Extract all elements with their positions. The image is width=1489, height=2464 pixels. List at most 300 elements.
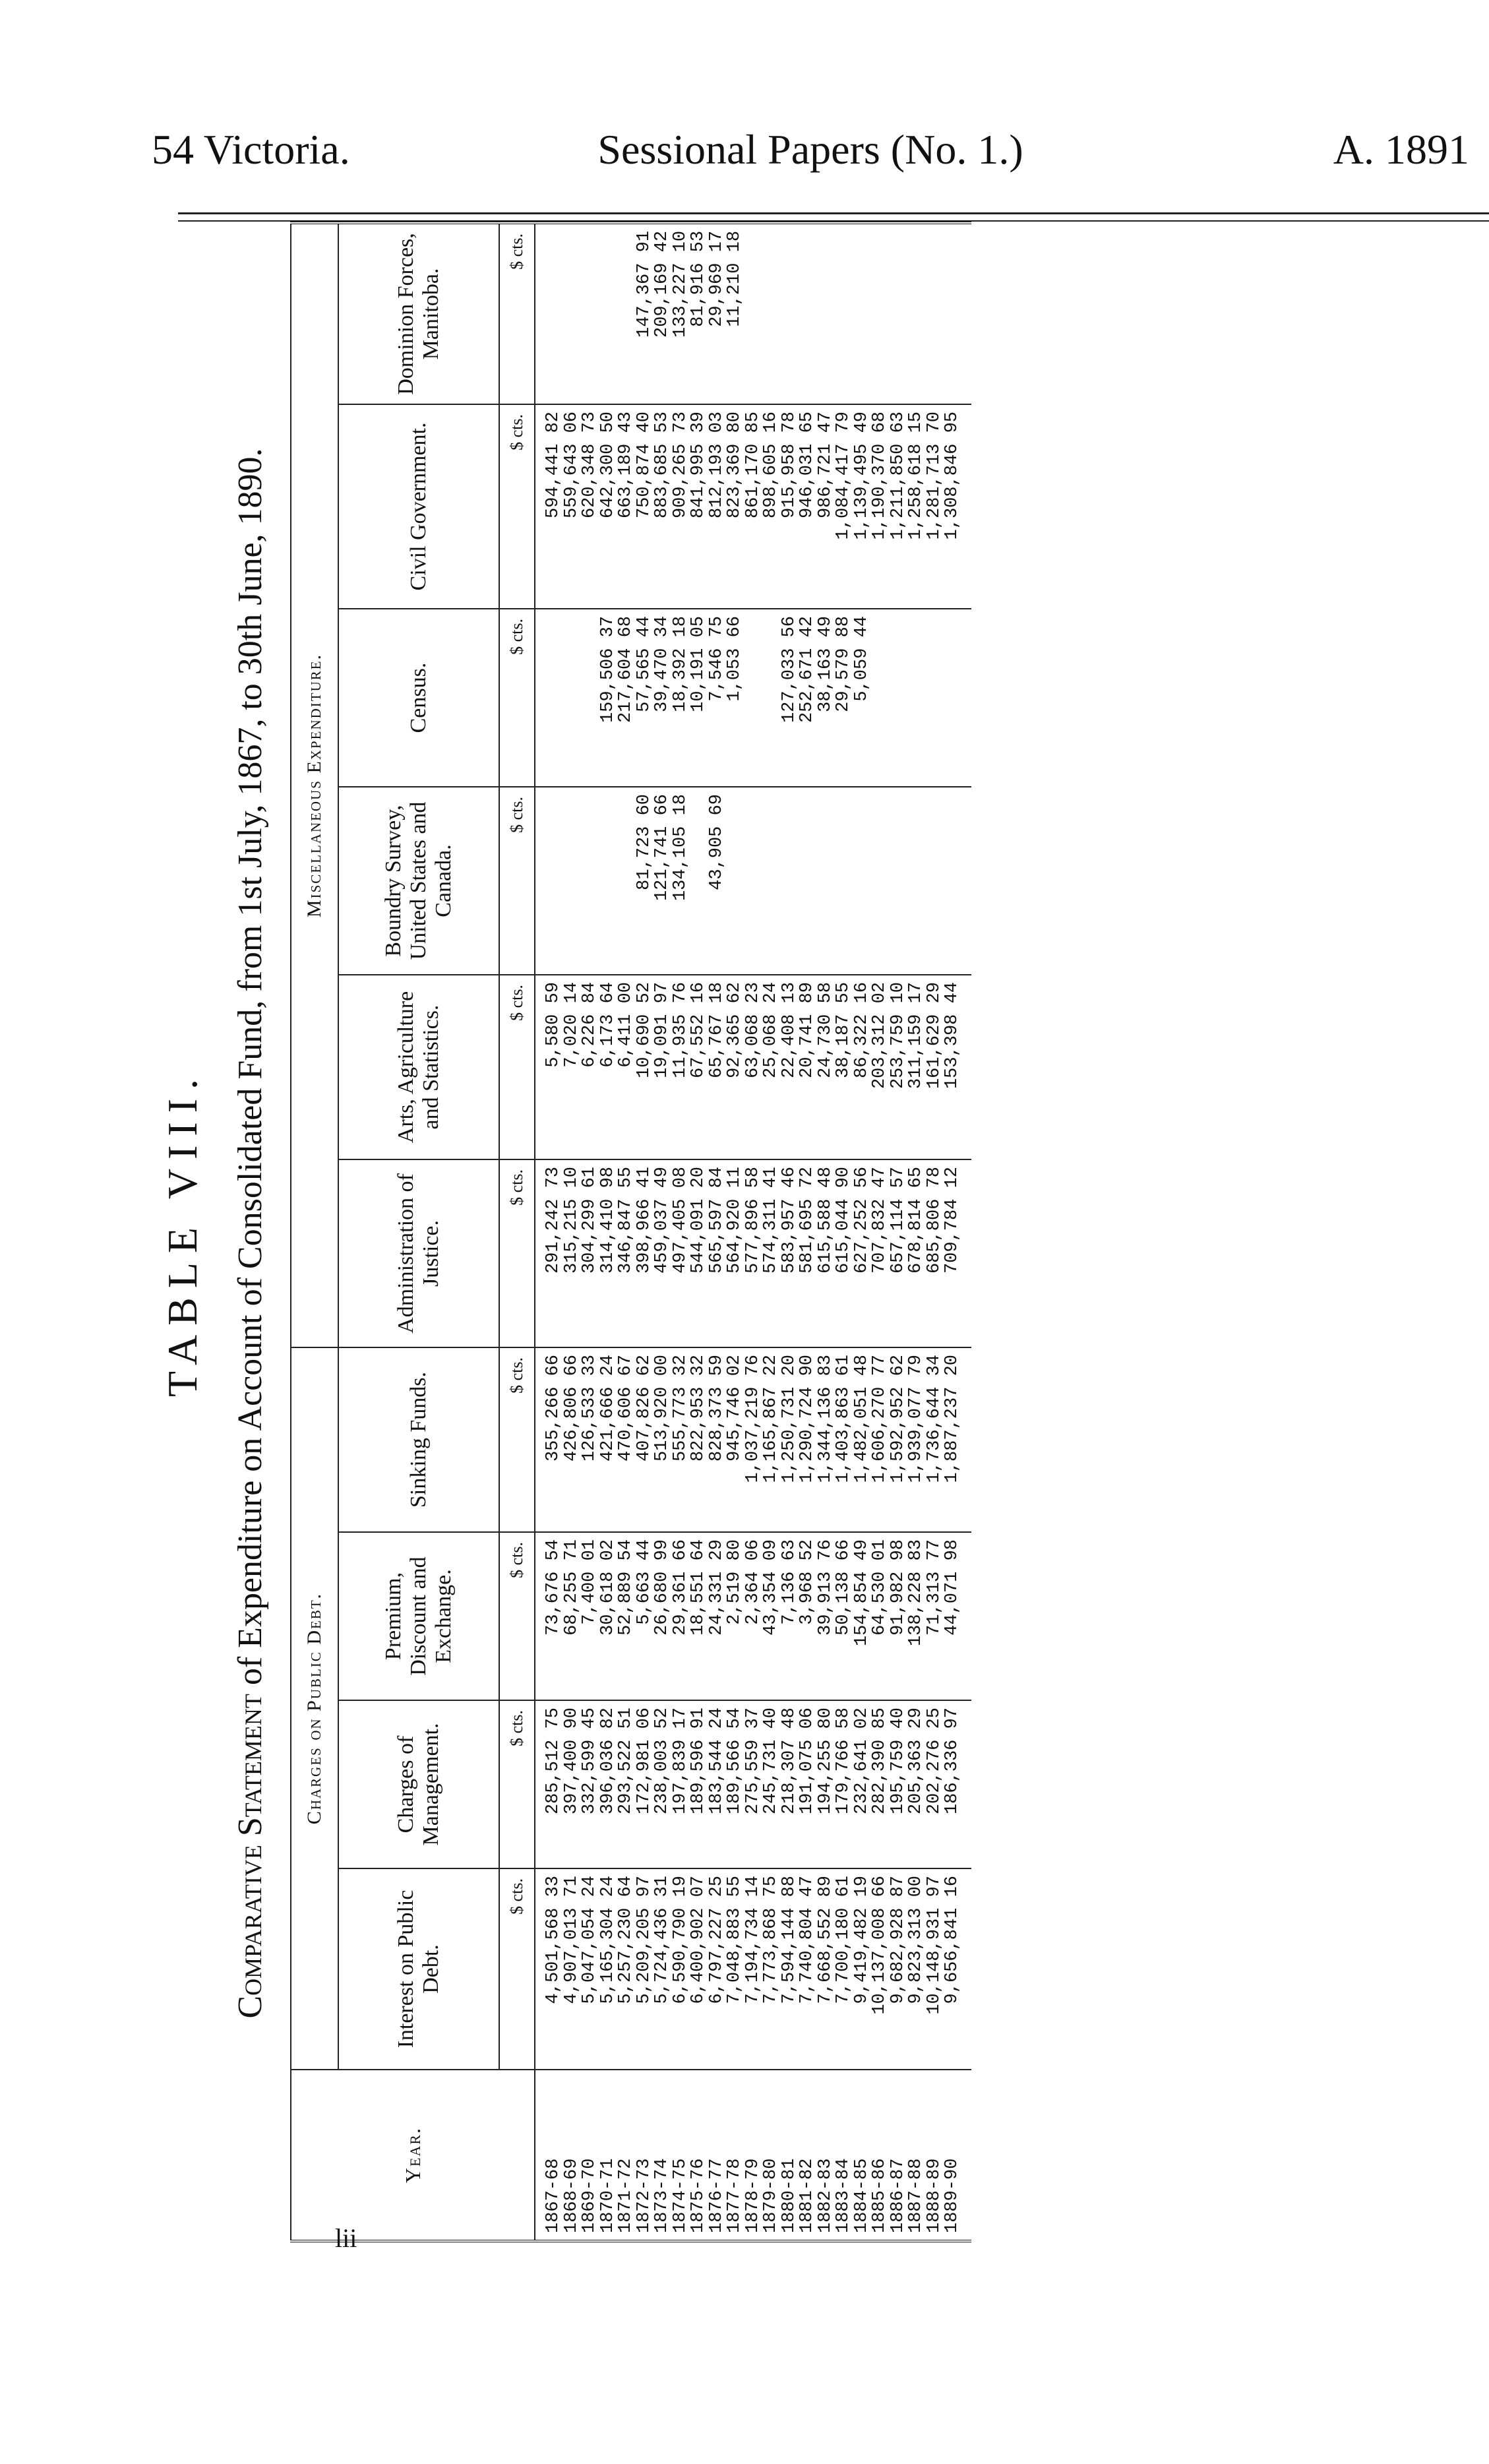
value-cell: 9,656,841 16 <box>942 1876 962 2004</box>
value-cell: 252,671 42 <box>797 616 817 724</box>
value-cell: 57,565 44 <box>634 616 654 712</box>
value-cell <box>581 794 599 968</box>
year-cell: 1885-86 <box>870 2158 890 2233</box>
value-cell: 615,588 48 <box>815 1167 836 1274</box>
value-cell: 1,281,713 70 <box>924 412 944 540</box>
value-cell: 7,668,552 89 <box>815 1876 836 2004</box>
value-cell: 44,071 98 <box>942 1539 962 1636</box>
year-cell: 1878-79 <box>743 2158 763 2233</box>
unit-boundary: $ cts. <box>499 787 535 975</box>
year-cell: 1880-81 <box>779 2158 799 2233</box>
year-cell: 1873-74 <box>652 2158 672 2233</box>
value-cell: 9,419,482 19 <box>851 1876 872 2004</box>
value-cell <box>762 231 781 397</box>
value-cell: 678,814 65 <box>906 1167 926 1274</box>
value-cell <box>817 794 836 968</box>
value-cell: 18,551 64 <box>688 1539 708 1636</box>
value-cell <box>744 231 763 397</box>
value-cell: 1,606,270 77 <box>870 1355 890 1483</box>
year-cell: 1889-90 <box>942 2158 962 2233</box>
year-cell: 1884-85 <box>851 2158 872 2233</box>
value-cell: 183,544 24 <box>706 1708 727 1815</box>
year-cell: 1871-72 <box>616 2158 636 2233</box>
value-cell: 11,210 18 <box>725 230 744 327</box>
value-cell: 26,680 99 <box>652 1539 672 1636</box>
value-cell <box>907 231 926 397</box>
boundary-column <box>535 787 971 975</box>
value-cell: 1,344,136 83 <box>815 1355 836 1483</box>
col-header-boundary: Boundry Survey, United States and Canada. <box>338 787 499 975</box>
table-subtitle <box>231 224 270 2242</box>
value-cell <box>563 794 582 968</box>
unit-justice: $ cts. <box>499 1159 535 1347</box>
value-cell: 421,666 24 <box>597 1355 618 1462</box>
value-cell <box>944 231 962 397</box>
year-cell: 1883-84 <box>834 2158 853 2233</box>
year-cell: 1877-78 <box>725 2158 744 2233</box>
value-cell <box>617 231 636 397</box>
value-cell: 64,530 01 <box>870 1539 890 1636</box>
year-cell: 1867-68 <box>543 2158 563 2233</box>
value-cell: 1,258,618 15 <box>906 412 926 540</box>
col-header-year: Year. <box>291 2070 535 2241</box>
value-cell: 314,410 98 <box>597 1167 618 1274</box>
value-cell <box>744 616 763 780</box>
value-cell: 159,506 37 <box>597 616 618 724</box>
value-cell: 218,307 48 <box>779 1708 799 1815</box>
value-cell: 81,916 53 <box>688 230 708 327</box>
value-cell: 7,594,144 88 <box>779 1876 799 2004</box>
table-title: TABLE VIII. <box>159 1069 206 1398</box>
value-cell: 1,084,417 79 <box>834 412 853 540</box>
value-cell: 5,580 59 <box>543 982 563 1068</box>
value-cell: 10,690 52 <box>634 982 654 1078</box>
dominion-column <box>535 223 971 404</box>
subtitle-rest: of Expenditure on Account of Consolidated Fund, from 1st July, 1867, to 30th June, 1890. <box>231 448 269 1694</box>
group-header-miscellaneous: Miscellaneous Expenditure. <box>291 223 338 1347</box>
value-cell: 513,920 00 <box>652 1355 672 1462</box>
value-cell: 202,276 25 <box>924 1708 944 1815</box>
value-cell: 68,255 71 <box>561 1539 582 1636</box>
value-cell: 5,663 44 <box>634 1539 654 1625</box>
unit-sinking: $ cts. <box>499 1347 535 1532</box>
year-cell: 1875-76 <box>688 2158 708 2233</box>
value-cell <box>617 794 636 968</box>
value-cell: 22,408 13 <box>779 982 799 1078</box>
value-cell: 685,806 78 <box>924 1167 944 1274</box>
expenditure-table <box>290 222 971 2242</box>
value-cell: 1,736,644 34 <box>924 1355 944 1483</box>
value-cell: 398,966 41 <box>634 1167 654 1274</box>
value-cell <box>871 794 890 968</box>
value-cell: 24,331 29 <box>706 1539 727 1636</box>
value-cell: 304,299 61 <box>580 1167 599 1274</box>
value-cell: 7,020 14 <box>561 982 582 1068</box>
value-cell: 986,721 47 <box>815 412 836 519</box>
col-header-arts: Arts, Agriculture and Statistics. <box>338 975 499 1159</box>
value-cell: 11,935 76 <box>670 982 690 1078</box>
value-cell <box>545 794 563 968</box>
value-cell: 883,685 53 <box>652 412 672 519</box>
value-cell: 147,367 91 <box>634 230 654 338</box>
value-cell: 5,059 44 <box>851 616 872 702</box>
value-cell: 86,322 16 <box>851 982 872 1078</box>
value-cell: 71,313 77 <box>924 1539 944 1636</box>
value-cell: 189,566 54 <box>725 1708 744 1815</box>
value-cell: 657,114 57 <box>888 1167 908 1274</box>
value-cell: 627,252 56 <box>851 1167 872 1274</box>
unit-interest: $ cts. <box>499 1868 535 2070</box>
year-cell: 1870-71 <box>597 2158 618 2233</box>
value-cell: 73,676 54 <box>543 1539 563 1636</box>
value-cell: 750,874 40 <box>634 412 654 519</box>
value-cell: 18,392 18 <box>670 616 690 712</box>
value-cell: 7,700,180 61 <box>834 1876 853 2004</box>
value-cell: 426,806 66 <box>561 1355 582 1462</box>
value-cell: 861,170 85 <box>743 412 763 519</box>
value-cell: 909,265 73 <box>670 412 690 519</box>
value-cell: 565,597 84 <box>706 1167 727 1274</box>
value-cell: 194,255 80 <box>815 1708 836 1815</box>
value-cell: 133,227 10 <box>670 230 690 338</box>
arts-column <box>535 975 971 1159</box>
value-cell: 7,136 63 <box>779 1539 799 1625</box>
value-cell: 39,470 34 <box>652 616 672 712</box>
value-cell: 52,889 54 <box>616 1539 636 1636</box>
value-cell: 396,036 82 <box>597 1708 618 1815</box>
value-cell: 946,031 65 <box>797 412 817 519</box>
value-cell <box>581 616 599 780</box>
unit-premium: $ cts. <box>499 1532 535 1700</box>
value-cell: 915,958 78 <box>779 412 799 519</box>
col-header-dominion: Dominion Forces, Manitoba. <box>338 223 499 404</box>
value-cell: 2,519 80 <box>725 1539 744 1625</box>
value-cell: 39,913 76 <box>815 1539 836 1636</box>
value-cell <box>853 231 872 397</box>
value-cell: 574,311 41 <box>761 1167 781 1274</box>
value-cell: 497,405 08 <box>670 1167 690 1274</box>
value-cell <box>545 231 563 397</box>
value-cell: 1,165,867 22 <box>761 1355 781 1483</box>
table-body-row <box>535 223 971 2241</box>
years-column <box>535 2070 971 2241</box>
value-cell: 332,599 45 <box>580 1708 599 1815</box>
value-cell <box>853 794 872 968</box>
value-cell: 134,105 18 <box>670 794 690 902</box>
value-cell: 709,784 12 <box>942 1167 962 1274</box>
value-cell: 4,501,568 33 <box>543 1876 563 2004</box>
value-cell: 282,390 85 <box>870 1708 890 1815</box>
value-cell: 1,592,952 62 <box>888 1355 908 1483</box>
value-cell <box>871 616 890 780</box>
value-cell: 92,365 62 <box>725 982 744 1078</box>
value-cell <box>799 231 817 397</box>
value-cell: 311,159 17 <box>906 982 926 1090</box>
year-cell: 1868-69 <box>561 2158 582 2233</box>
year-cell: 1882-83 <box>815 2158 836 2233</box>
value-cell: 5,165,304 24 <box>597 1876 618 2004</box>
management-column <box>535 1700 971 1868</box>
rotated-table-page <box>158 224 1451 2242</box>
value-cell: 1,403,863 61 <box>834 1355 853 1483</box>
page-number: lii <box>335 2223 357 2253</box>
year-cell: 1872-73 <box>634 2158 654 2233</box>
interest-column <box>535 1868 971 2070</box>
unit-civil: $ cts. <box>499 404 535 609</box>
value-cell: 6,797,227 25 <box>706 1876 727 2004</box>
value-cell: 172,981 06 <box>634 1708 654 1815</box>
value-cell: 407,826 62 <box>634 1355 654 1462</box>
running-header <box>152 125 1469 185</box>
value-cell: 1,053 66 <box>725 616 744 702</box>
value-cell: 121,741 66 <box>652 794 672 902</box>
value-cell: 6,173 64 <box>597 982 618 1068</box>
value-cell: 7,740,804 47 <box>797 1876 817 2004</box>
value-cell: 19,091 97 <box>652 982 672 1078</box>
value-cell: 1,308,846 95 <box>942 412 962 540</box>
year-cell: 1869-70 <box>580 2158 599 2233</box>
value-cell <box>690 794 708 968</box>
value-cell: 1,939,077 79 <box>906 1355 926 1483</box>
value-cell <box>871 231 890 397</box>
value-cell: 2,364 06 <box>743 1539 763 1625</box>
value-cell: 154,854 49 <box>851 1539 872 1647</box>
value-cell: 583,957 46 <box>779 1167 799 1274</box>
value-cell: 91,982 98 <box>888 1539 908 1636</box>
value-cell: 1,190,370 68 <box>870 412 890 540</box>
value-cell <box>599 794 618 968</box>
value-cell: 1,139,495 49 <box>851 412 872 540</box>
value-cell: 245,731 40 <box>761 1708 781 1815</box>
value-cell: 615,044 90 <box>834 1167 853 1274</box>
year-cell: 1881-82 <box>797 2158 817 2233</box>
value-cell <box>726 794 744 968</box>
value-cell <box>545 616 563 780</box>
value-cell <box>762 794 781 968</box>
value-cell: 822,953 32 <box>688 1355 708 1462</box>
value-cell: 581,695 72 <box>797 1167 817 1274</box>
value-cell: 5,257,230 64 <box>616 1876 636 2004</box>
value-cell: 191,075 06 <box>797 1708 817 1815</box>
value-cell: 577,896 58 <box>743 1167 763 1274</box>
value-cell: 355,266 66 <box>543 1355 563 1462</box>
justice-column <box>535 1159 971 1347</box>
year-cell: 1874-75 <box>670 2158 690 2233</box>
value-cell: 205,363 29 <box>906 1708 926 1815</box>
value-cell: 25,068 24 <box>761 982 781 1078</box>
value-cell: 6,400,902 07 <box>688 1876 708 2004</box>
value-cell <box>744 794 763 968</box>
value-cell: 7,773,868 75 <box>761 1876 781 2004</box>
value-cell: 293,522 51 <box>616 1708 636 1815</box>
year-cell: 1887-88 <box>906 2158 926 2233</box>
value-cell <box>907 616 926 780</box>
value-cell: 828,373 59 <box>706 1355 727 1462</box>
header-year: A. 1891 <box>1333 126 1469 173</box>
value-cell: 275,559 37 <box>743 1708 763 1815</box>
value-cell: 7,546 75 <box>706 616 727 702</box>
value-cell: 291,242 73 <box>543 1167 563 1274</box>
col-header-premium: Premium, Discount and Exchange. <box>338 1532 499 1700</box>
value-cell: 38,163 49 <box>815 616 836 712</box>
col-header-management: Charges of Management. <box>338 1700 499 1868</box>
value-cell: 30,618 02 <box>597 1539 618 1636</box>
value-cell: 6,411 00 <box>616 982 636 1068</box>
value-cell: 559,643 06 <box>561 412 582 519</box>
value-cell: 1,482,051 48 <box>851 1355 872 1483</box>
unit-arts: $ cts. <box>499 975 535 1159</box>
value-cell: 232,641 02 <box>851 1708 872 1815</box>
value-cell <box>890 794 908 968</box>
unit-management: $ cts. <box>499 1700 535 1868</box>
value-cell: 1,250,731 20 <box>779 1355 799 1483</box>
value-cell: 253,759 10 <box>888 982 908 1090</box>
value-cell <box>799 794 817 968</box>
value-cell: 126,533 33 <box>580 1355 599 1462</box>
value-cell: 43,354 09 <box>761 1539 781 1636</box>
value-cell: 10,148,931 97 <box>924 1876 944 2015</box>
value-cell: 346,847 55 <box>616 1167 636 1274</box>
value-cell: 20,741 89 <box>797 982 817 1078</box>
unit-dominion: $ cts. <box>499 223 535 404</box>
col-header-sinking: Sinking Funds. <box>338 1347 499 1532</box>
value-cell: 4,907,013 71 <box>561 1876 582 2004</box>
value-cell: 1,211,850 63 <box>888 412 908 540</box>
value-cell <box>599 231 618 397</box>
value-cell: 43,905 69 <box>706 794 727 890</box>
value-cell <box>926 231 944 397</box>
value-cell: 6,226 84 <box>580 982 599 1068</box>
year-cell: 1879-80 <box>761 2158 781 2233</box>
value-cell: 24,730 58 <box>815 982 836 1078</box>
value-cell <box>581 231 599 397</box>
col-header-justice: Administration of Justice. <box>338 1159 499 1347</box>
value-cell: 29,579 88 <box>834 616 853 712</box>
sinking-column <box>535 1347 971 1532</box>
value-cell <box>926 794 944 968</box>
value-cell: 3,968 52 <box>797 1539 817 1625</box>
value-cell: 823,369 80 <box>725 412 744 519</box>
value-cell: 238,003 52 <box>652 1708 672 1815</box>
value-cell: 620,348 73 <box>580 412 599 519</box>
unit-census: $ cts. <box>499 609 535 787</box>
value-cell: 7,048,883 55 <box>725 1876 744 2004</box>
value-cell: 63,068 23 <box>743 982 763 1078</box>
value-cell: 186,336 97 <box>942 1708 962 1815</box>
value-cell: 841,995 39 <box>688 412 708 519</box>
value-cell <box>762 616 781 780</box>
value-cell: 812,193 03 <box>706 412 727 519</box>
value-cell: 127,033 56 <box>779 616 799 724</box>
value-cell: 67,552 16 <box>688 982 708 1078</box>
subtitle-lead: Comparative Statement <box>231 1694 269 2019</box>
value-cell <box>890 616 908 780</box>
value-cell: 138,228 83 <box>906 1539 926 1647</box>
value-cell: 5,047,054 24 <box>580 1876 599 2004</box>
value-cell: 594,441 82 <box>543 412 563 519</box>
value-cell: 197,839 17 <box>670 1708 690 1815</box>
value-cell: 203,312 02 <box>870 982 890 1090</box>
col-header-interest: Interest on Public Debt. <box>338 1868 499 2070</box>
value-cell: 663,189 43 <box>616 412 636 519</box>
value-cell: 1,290,724 90 <box>797 1355 817 1483</box>
header-session: 54 Victoria. <box>152 126 350 173</box>
col-header-civil: Civil Government. <box>338 404 499 609</box>
value-cell: 195,759 40 <box>888 1708 908 1815</box>
value-cell: 29,361 66 <box>670 1539 690 1636</box>
value-cell: 10,191 05 <box>688 616 708 712</box>
year-cell: 1876-77 <box>706 2158 727 2233</box>
value-cell <box>781 231 799 397</box>
value-cell: 9,823,313 00 <box>906 1876 926 2004</box>
value-cell: 470,606 67 <box>616 1355 636 1462</box>
value-cell: 315,215 10 <box>561 1167 582 1274</box>
value-cell: 1,887,237 20 <box>942 1355 962 1483</box>
value-cell: 179,766 58 <box>834 1708 853 1815</box>
value-cell: 10,137,008 66 <box>870 1876 890 2015</box>
value-cell <box>890 231 908 397</box>
value-cell: 6,590,790 19 <box>670 1876 690 2004</box>
value-cell <box>926 616 944 780</box>
value-cell: 397,400 90 <box>561 1708 582 1815</box>
value-cell: 564,920 11 <box>725 1167 744 1274</box>
group-header-public-debt: Charges on Public Debt. <box>291 1347 338 2070</box>
value-cell: 65,767 18 <box>706 982 727 1078</box>
value-cell: 217,604 68 <box>616 616 636 724</box>
value-cell <box>563 231 582 397</box>
value-cell: 285,512 75 <box>543 1708 563 1815</box>
value-cell <box>563 616 582 780</box>
value-cell: 1,037,219 76 <box>743 1355 763 1483</box>
value-cell: 9,682,928 87 <box>888 1876 908 2004</box>
value-cell: 459,037 49 <box>652 1167 672 1274</box>
value-cell: 7,194,734 14 <box>743 1876 763 2004</box>
value-cell: 555,773 32 <box>670 1355 690 1462</box>
value-cell: 7,400 01 <box>580 1539 599 1625</box>
value-cell: 5,724,436 31 <box>652 1876 672 2004</box>
value-cell: 38,187 55 <box>834 982 853 1078</box>
value-cell: 642,300 50 <box>597 412 618 519</box>
value-cell: 189,596 91 <box>688 1708 708 1815</box>
civil-column <box>535 404 971 609</box>
col-header-census: Census. <box>338 609 499 787</box>
value-cell: 29,969 17 <box>706 230 727 327</box>
census-column <box>535 609 971 787</box>
value-cell: 945,746 02 <box>725 1355 744 1462</box>
value-cell: 161,629 29 <box>924 982 944 1090</box>
value-cell <box>835 794 853 968</box>
value-cell: 707,832 47 <box>870 1167 890 1274</box>
value-cell: 153,398 44 <box>942 982 962 1090</box>
year-cell: 1886-87 <box>888 2158 908 2233</box>
value-cell: 5,209,205 97 <box>634 1876 654 2004</box>
value-cell: 898,605 16 <box>761 412 781 519</box>
value-cell: 50,138 66 <box>834 1539 853 1636</box>
value-cell <box>944 616 962 780</box>
value-cell <box>835 231 853 397</box>
value-cell <box>781 794 799 968</box>
header-publication: Sessional Papers (No. 1.) <box>597 126 1023 173</box>
header-rule-thick <box>178 212 1489 214</box>
value-cell: 544,091 20 <box>688 1167 708 1274</box>
value-cell: 209,169 42 <box>652 230 672 338</box>
value-cell: 81,723 60 <box>634 794 654 890</box>
value-cell <box>907 794 926 968</box>
year-cell: 1888-89 <box>924 2158 944 2233</box>
premium-column <box>535 1532 971 1700</box>
value-cell <box>944 794 962 968</box>
value-cell <box>817 231 836 397</box>
